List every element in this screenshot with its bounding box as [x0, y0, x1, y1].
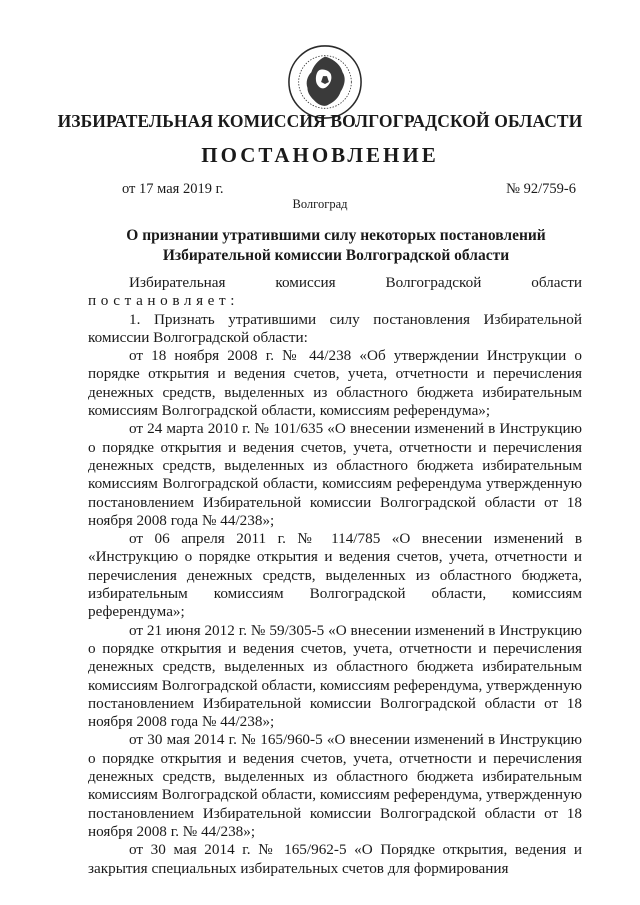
document-type-heading: ПОСТАНОВЛЕНИЕ [201, 143, 439, 167]
emblem-seal-icon [286, 43, 364, 121]
document-city: Волгоград [292, 197, 348, 211]
subject-line-2: Избирательной комиссии Волгоградской области [162, 247, 510, 264]
entry-paragraph: от 21 июня 2012 г. № 59/305-5 «О внесении изменений в Инструкцию о порядке открытия и ведения счетов, учета, отчетности и перечисления денежных средств, выделенных из областного бюджета избирательным комиссиям Волгоградской области, комиссиям референдума, утвержденную постановлением Избирательной комиссии Волгоградской области от 18 ноября 2008 года № 44/238»; [88, 621, 582, 731]
intro-word: Избирательная [129, 274, 226, 291]
decides-line: постановляет: [88, 292, 240, 310]
organization-title: ИЗБИРАТЕЛЬНАЯ КОМИССИЯ ВОЛГОГРАДСКОЙ ОБЛАСТИ [57, 111, 583, 131]
entry-paragraph: от 06 апреля 2011 г. № 114/785 «О внесении изменений в «Инструкцию о порядке открытия и ведения счетов, учета, отчетности и перечисления денежных средств, выделенных из областного бюджета, избирательным комиссиям Волгоградской области, комиссиям референдума»; [88, 530, 582, 621]
intro-word: комиссия [275, 274, 336, 291]
document-number: № 92/759-6 [506, 181, 576, 197]
subject-line-1: О признании утратившими силу некоторых постановлений [126, 227, 546, 244]
document-date: от 17 мая 2019 г. [122, 181, 224, 197]
entry-paragraph: от 18 ноября 2008 г. № 44/238 «Об утверждении Инструкции о порядке открытия и ведения счетов, учета, отчетности и перечисления денежных средств, выделенных из областного бюджета избирательным комиссиям Волгоградской области, комиссиям референдума»; [88, 347, 582, 420]
document-subject [88, 226, 584, 266]
document-body [88, 274, 582, 878]
item-1-paragraph: 1. Признать утратившими силу постановления Избирательной комиссии Волгоградской области: [88, 310, 582, 346]
entry-paragraph: от 30 мая 2014 г. № 165/962-5 «О Порядке открытия, ведения и закрытия специальных избирательных счетов для формирования [88, 841, 582, 877]
entry-paragraph: от 30 мая 2014 г. № 165/960-5 «О внесении изменений в Инструкцию о порядке открытия и ведения счетов, учета, отчетности и перечисления денежных средств, выделенных из областного бюджета избирательным комиссиям Волгоградской области, комиссиям референдума, утвержденную постановлением Избирательной комиссии Волгоградской области от 18 ноября 2008 г. № 44/238»; [88, 731, 582, 840]
intro-word: Волгоградской [385, 274, 482, 291]
intro-word: области [531, 274, 582, 291]
intro-line [88, 274, 582, 292]
entry-paragraph: от 24 марта 2010 г. № 101/635 «О внесении изменений в Инструкцию о порядке открытия и ведения счетов, учета, отчетности и перечисления денежных средств, выделенных из областного бюджета избирательным комиссиям Волгоградской области, комиссиям референдума утвержденную постановлением Избирательной комиссии Волгоградской области от 18 ноября 2008 года № 44/238»; [88, 420, 582, 529]
